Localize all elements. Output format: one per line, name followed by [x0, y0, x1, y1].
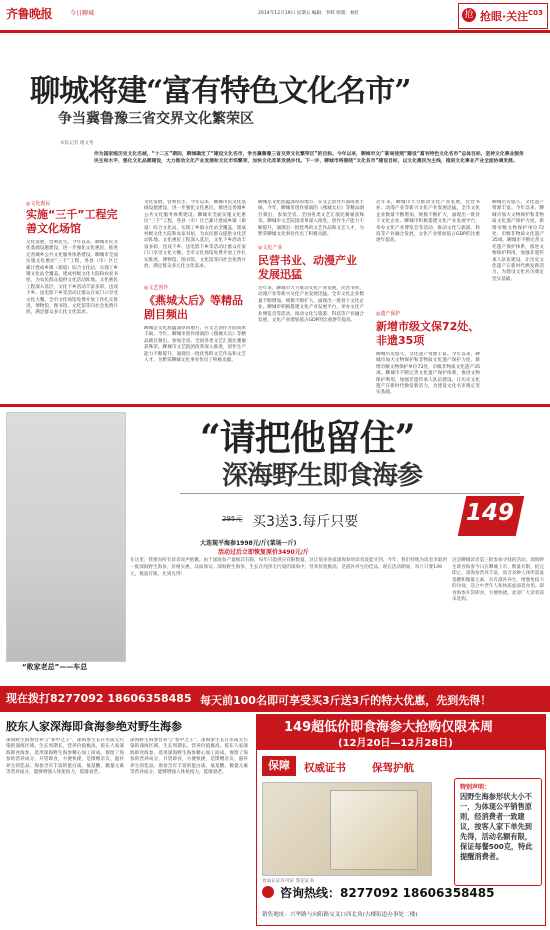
section-body-cont: 聊城历史悠久，文化遗产资源丰富。今年以来，聊城市加大文物保护和非物质文化遗产保护力度，新增市级文物保护单位72处、市级非物质文化遗产35项。聊城市不断完善文化遗产保护体系，推进文物保护利用，加强非遗传承人队伍建设，让历史文化遗产在新时代焕发新活力，为建设文化名市奠定坚实基础。 — [492, 200, 544, 282]
section-body: 聊城是文化底蕴深厚的地方，在文艺创作方面成果丰硕。今年，聊城市创作排演的《燕城太后》等精品剧目频出，参加全省、全国各类文艺汇演比赛屡获殊荣。聊城市文艺院团改革深入推进，创作生产能力不断提升，涌现出一批优秀的文艺作品和文艺人才，为繁荣聊城文化事业作出了积极贡献。 — [144, 326, 246, 364]
banner-phone: 现在拨打8277092 18606358485 — [6, 692, 192, 705]
ad-subheadline: 深海野生即食海参 — [222, 461, 423, 491]
article-byline: 本报记者 谢文秀 — [60, 141, 94, 146]
section-kicker: ◎文化产业 — [258, 245, 283, 251]
section-body: 文化发展，营利民生。今年以来，聊城市民文化基础设施建设，进一步强化文化惠民，推进完善城乡公共文化服务体系建设。聊城市全面实施文化惠民“三千”工程，各县（市）区已累计建成乡镇（街道）综合文化站，实现了乡镇文化站全覆盖。建成村级文化大院和农家书屋，为农民群众提供文化活动阵地。文化惠民工程深入基层，文化下乡活动丰富多彩，送戏下乡、送电影下乡等活动让群众在家门口享受文化大餐。全市文化场馆免费开放工作扎实推进，博物馆、图书馆、文化馆等向社会免费开放，满足群众多元化文化需求。 — [26, 240, 118, 316]
tag-certificate: 权威证书 — [304, 762, 346, 774]
banner-offer: 每天前100名即可享受买3斤送3斤的特大优惠，先到先得！ — [200, 694, 492, 707]
promo-line: 大连现平海参1998元/斤(菜场一斤) — [200, 540, 297, 547]
page-number: C03 — [528, 9, 543, 17]
ad-divider — [0, 404, 550, 407]
promo-box-date: (12月20日—12月28日) — [338, 738, 453, 749]
ad-body: 在这里，我要向所有读者说声抱歉。由于深海参产量极其有限，每年只能供应有限数量，这让很多喜爱深海参的读者没能买到。今年，我们特地为读者争取到一批深海野生海参，价格实惠，品质保证。深海野生海参，生长在纯净无污染的深海中，营养价值极高，是滋补养生的佳品。现在活动期间，每斤只要149元，数量有限，先到先得！ — [130, 558, 447, 577]
special-notice-heading: 特别声明： — [460, 784, 491, 791]
brand-subtitle: 今日聊城 — [70, 10, 95, 17]
certificate-image — [330, 790, 418, 870]
ad-headline: “请把他留住” — [200, 417, 415, 459]
phone-icon — [262, 886, 274, 898]
article-headline: 聊城将建“富有特色文化名市” — [30, 74, 411, 109]
section-icon: 抢 — [462, 8, 476, 22]
section-name: 抢眼·关注 — [480, 10, 529, 23]
section-body-top: 文化发展，营利民生。今年以来，聊城市民文化基础设施建设，进一步强化文化惠民，推进完善城乡公共文化服务体系建设。聊城市全面实施文化惠民“三千”工程，各县（市）区已累计建成乡镇（街道）综合文化站，实现了乡镇文化站全覆盖。建成村级文化大院和农家书屋，为农民群众提供文化活动阵地。文化惠民工程深入基层，文化下乡活动丰富多彩，送戏下乡、送电影下乡等活动让群众在家门口享受文化大餐。全市文化场馆免费开放工作扎实推进，博物馆、图书馆、文化馆等向社会免费开放，满足群众多元化文化需求。 — [144, 200, 246, 270]
price-badge-value: 149 — [466, 500, 515, 526]
bottom-body-cont: 深海野生海参营养与“参中之王”，深海参生长在水质无污染的深海区域，生长周期长，营养价值极高。胶东人家深海即食海参，选用深海野生海参精心加工而成，保留了海参的营养成分，开袋即食，方便快捷，是馈赠亲友、滋补养生的佳品。海参含有丰富的蛋白质、氨基酸、微量元素等营养成分，能够增强人体免疫力，延缓衰老。 — [130, 738, 248, 776]
old-price: 295元 — [222, 515, 243, 523]
promo-box-title: 149超低价即食海参大抢购仅限本周 — [284, 720, 494, 735]
header-divider — [0, 30, 550, 33]
section-kicker: ◎文化惠民 — [26, 201, 51, 207]
bottom-body: 深海野生海参营养与“参中之王”，深海参生长在水质无污染的深海区域，生长周期长，营养价值极高。胶东人家深海即食海参，选用深海野生海参精心加工而成，保留了海参的营养成分，开袋即食，方便快捷，是馈赠亲友、滋补养生的佳品。海参含有丰富的蛋白质、氨基酸、微量元素等营养成分，能够增强人体免疫力，延缓衰老。 — [6, 738, 124, 776]
certificate-captions: 食品认证许可证 鉴定证书 — [262, 879, 314, 884]
section-heading: 民营书业、动漫产业发展迅猛 — [258, 254, 357, 281]
chef-photo — [6, 412, 126, 662]
ad-side-text: 这是聊城读者第三批参加寻找的活动，深海野生即食海参今日在聊城上市，数量有限，抢完即止。深海参营养丰富，富含多种人体所需氨基酸和微量元素，具有滋补养生、增强免疫力的功效，适合中老年人和体质虚弱者食用。即食海参开袋即食，方便快捷。欢迎广大读者前来选购。 — [452, 558, 544, 602]
section-kicker: ◎遗产保护 — [376, 311, 401, 317]
section-body: 近年来，聊城市大力推动文化产业发展，民营书业、动漫产业等新兴文化产业发展迅猛。全市文化企业数量不断增加，规模不断扩大，涌现出一批骨干文化企业。聊城市积极搭建文化产业发展平台，举办文化产业博览会等活动，推动文化与旅游、科技等产业融合发展，文化产业增加值占GDP的比重逐年提高。 — [258, 286, 364, 324]
section-heading: 《燕城太后》等精品剧目频出 — [144, 294, 243, 321]
offer-text: 买3送3.每斤只要 — [252, 514, 359, 530]
special-notice-text: 因野生海参形状大小不一，为体现公平销售原则，经消费者一致建议，按客人家下单先到先得，活动名额有限，保证每餐500克，特此提醒消费者。 — [460, 792, 533, 861]
ad-rule — [180, 493, 520, 494]
tag-guarantee: 保障 — [262, 756, 296, 776]
sales-address: 销售地址：兴华路与向阳路交叉口西北角(古楼街道办事处二楼) — [262, 912, 418, 918]
section-body: 聊城历史悠久，文化遗产资源丰富。今年以来，聊城市加大文物保护和非物质文化遗产保护力度，新增市级文物保护单位72处、市级非物质文化遗产35项。聊城市不断完善文化遗产保护体系，推进文物保护利用，加强非遗传承人队伍建设，让历史文化遗产在新时代焕发新活力，为建设文化名市奠定坚实基础。 — [376, 352, 480, 396]
promo-line-restore: 活动过后立即恢复原价3490元/斤 — [218, 549, 309, 556]
issue-date: 2014年12月19日 星期五 编辑：李辉 组版：杨红 — [258, 11, 360, 16]
section-heading: 实施“三千”工程完善文化场馆 — [26, 208, 118, 235]
newspaper-brand: 齐鲁晚报 — [6, 7, 53, 21]
section-heading: 新增市级文保72处、非遗35项 — [376, 320, 480, 347]
section-kicker: ◎文艺创作 — [144, 285, 169, 291]
tag-protection: 保驾护航 — [372, 762, 414, 774]
hotline: 咨询热线：8277092 18606358485 — [280, 886, 495, 900]
article-subhead: 争当冀鲁豫三省交界文化繁荣区 — [58, 111, 254, 127]
chef-caption: “败家老总”——车总 — [22, 663, 88, 671]
section-body-top: 聊城是文化底蕴深厚的地方，在文艺创作方面成果丰硕。今年，聊城市创作排演的《燕城太后》等精品剧目频出，参加全省、全国各类文艺汇演比赛屡获殊荣。聊城市文艺院团改革深入推进，创作生产能力不断提升，涌现出一批优秀的文艺作品和文艺人才，为繁荣聊城文化事业作出了积极贡献。 — [258, 200, 364, 238]
article-lead: 作为国家级历史文化名城，“十二五”期间，聊城确定了“建设文化名市，争当冀鲁豫三省交界文化繁荣区”的目标。今年以来，聊城市文广新局按照“建设“富有特色文化名市”总体目标，坚持文化事业服务民生和水平，强化文化品牌建设，大力推动文化产业发展和文化市场繁荣，加快文化改革发展步伐。下一步，聊城市将围绕“文化名市”建设目标，以文化惠民为主线，推进文化事业产业全面协调发展。 — [94, 152, 524, 164]
bottom-headline: 胶东人家深海即食海参绝对野生海参 — [6, 720, 182, 733]
section-body-top: 近年来，聊城市大力推动文化产业发展，民营书业、动漫产业等新兴文化产业发展迅猛。全市文化企业数量不断增加，规模不断扩大，涌现出一批骨干文化企业。聊城市积极搭建文化产业发展平台，举办文化产业博览会等活动，推动文化与旅游、科技等产业融合发展，文化产业增加值占GDP的比重逐年提高。 — [376, 200, 480, 244]
